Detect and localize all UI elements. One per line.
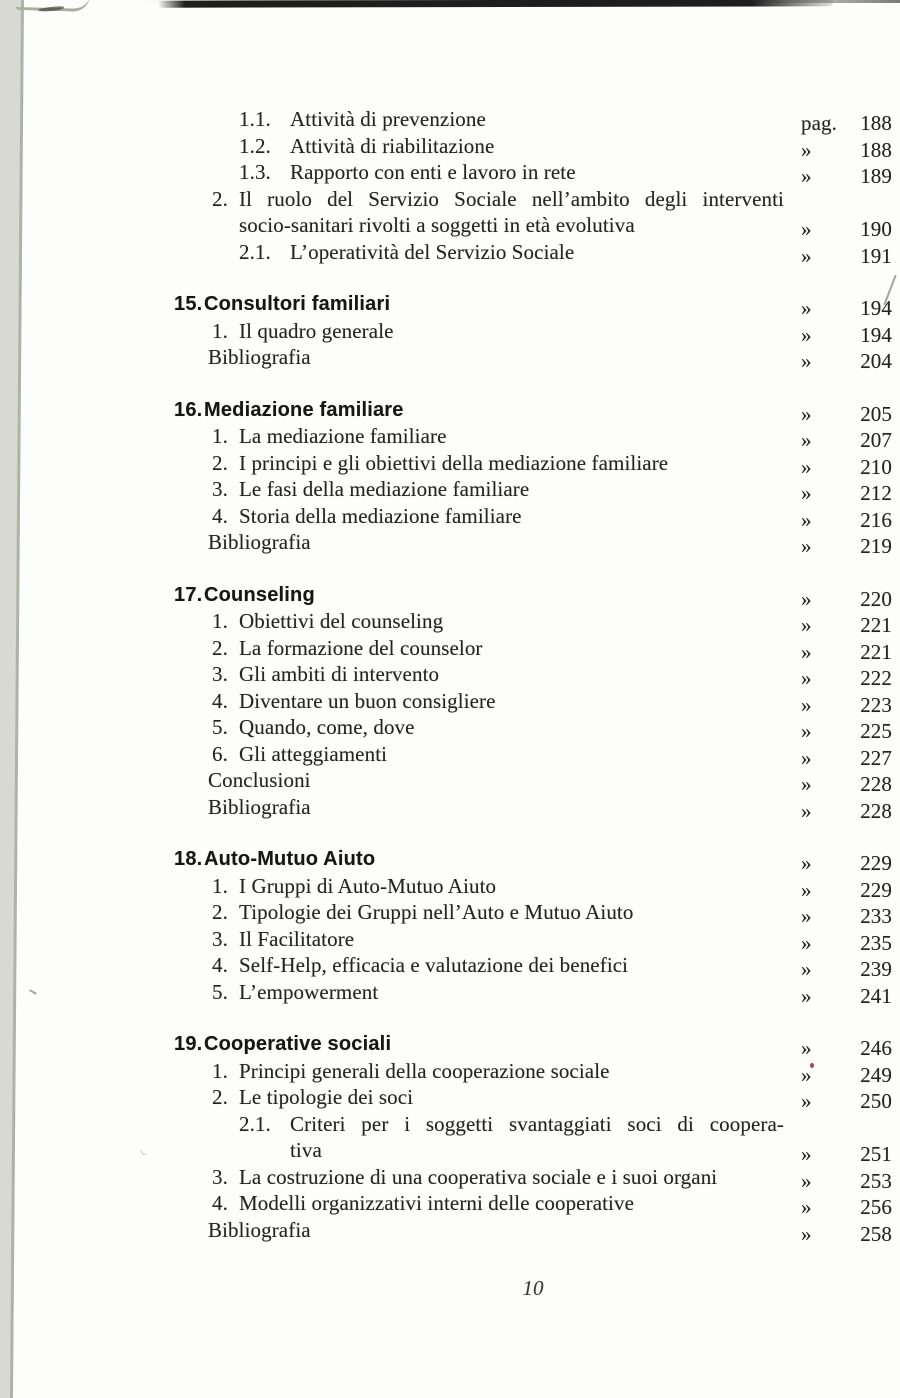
- page-reference: [788, 1035, 892, 1062]
- entry-title-text: Bibliografia: [208, 794, 311, 819]
- page-reference: [788, 137, 892, 164]
- toc-entry: [212, 450, 788, 477]
- entry-title-text: Rapporto con enti e lavoro in rete: [290, 160, 576, 184]
- page-reference: [788, 692, 892, 719]
- page-reference: [788, 850, 892, 877]
- entry-number: 4.: [212, 1191, 228, 1215]
- toc-row: [174, 476, 892, 503]
- entry-title-text: Bibliografia: [208, 1217, 311, 1242]
- entry-title: [239, 873, 784, 900]
- entry-title: [208, 529, 784, 556]
- table-of-contents: [174, 106, 892, 1246]
- page-ref-number: 210: [860, 454, 892, 479]
- toc-entry: [208, 767, 788, 794]
- entry-title-text: Principi generali della cooperazione sociale: [239, 1058, 610, 1083]
- entry-title-line2: tiva: [290, 1138, 322, 1162]
- page-reference: [788, 718, 892, 745]
- entry-title-line1: Il ruolo del Servizio Sociale nell’ambito degli interventi: [239, 186, 784, 211]
- page-reference: [788, 427, 892, 454]
- page-ref-number: 241: [860, 983, 892, 1008]
- page-ref-marker: »: [801, 613, 812, 637]
- page-reference: [788, 533, 892, 560]
- page-reference: [788, 771, 892, 798]
- page-reference: [788, 1194, 892, 1221]
- page-ref-marker: »: [801, 957, 812, 981]
- page-reference: [788, 1062, 892, 1089]
- page-reference: [788, 1141, 892, 1168]
- toc-row: [174, 1217, 892, 1244]
- page-ref-number: 223: [860, 692, 892, 717]
- toc-row: [174, 344, 892, 371]
- page-reference: [788, 163, 892, 190]
- scan-top-dark-bar: [158, 0, 833, 8]
- page-ref-number: 228: [860, 772, 892, 796]
- page-ref-number: 228: [860, 798, 892, 823]
- entry-number: 1.: [212, 873, 228, 898]
- page-reference: [788, 586, 892, 613]
- page-ref-number: 219: [860, 534, 892, 558]
- entry-number: 2.: [212, 186, 228, 211]
- toc-row: [174, 846, 892, 873]
- toc-row: [174, 873, 892, 900]
- entry-title-text: Il quadro generale: [239, 318, 394, 343]
- entry-number: 1.: [212, 318, 228, 343]
- page-reference: [788, 665, 892, 692]
- page-reference: [788, 745, 892, 772]
- toc-entry: [212, 688, 788, 715]
- toc-entry: [174, 1031, 788, 1058]
- entry-title: [208, 794, 784, 821]
- page-reference: [788, 639, 892, 666]
- entry-title: [239, 661, 784, 688]
- entry-number: 15.: [174, 293, 203, 315]
- page-reference: [788, 243, 892, 270]
- toc-entry: [212, 186, 788, 239]
- entry-number: 6.: [212, 741, 228, 766]
- entry-title-text: La costruzione di una cooperativa sociale e i suoi organi: [239, 1164, 718, 1189]
- entry-title-text: Storia della mediazione familiare: [239, 503, 522, 528]
- page-ref-marker: »: [801, 877, 812, 902]
- toc-row: [174, 1164, 892, 1191]
- page-ref-number: 250: [860, 1089, 892, 1113]
- page-reference: [788, 454, 892, 481]
- page-ref-number: 227: [860, 745, 892, 770]
- page-ref-number: 251: [860, 1142, 892, 1166]
- entry-number: 2.: [212, 1085, 228, 1109]
- page-ref-number: 253: [860, 1168, 892, 1193]
- toc-entry: [174, 582, 788, 609]
- entry-number: 4.: [212, 503, 228, 528]
- entry-title-text: La mediazione familiare: [239, 424, 447, 448]
- toc-row: [174, 1058, 892, 1085]
- entry-number: 4.: [212, 953, 228, 977]
- entry-title-text: L’empowerment: [239, 979, 379, 1004]
- entry-title: [208, 344, 784, 371]
- entry-title-text: Il Facilitatore: [239, 926, 355, 951]
- toc-row: [174, 159, 892, 186]
- page-reference: [788, 612, 892, 639]
- entry-title: [239, 979, 784, 1006]
- entry-title-text: I Gruppi di Auto-Mutuo Aiuto: [239, 873, 497, 898]
- page-ref-number: 221: [860, 639, 892, 664]
- toc-entry: [174, 291, 788, 318]
- toc-row: [174, 794, 892, 821]
- scan-speck-left: [29, 989, 37, 995]
- entry-title-text: Conclusioni: [208, 768, 311, 792]
- page-reference: [788, 1221, 892, 1248]
- toc-row: [174, 186, 892, 239]
- page-reference: [788, 401, 892, 428]
- page-reference: [788, 930, 892, 957]
- entry-title-text: Gli ambiti di intervento: [239, 662, 440, 686]
- toc-entry: [208, 1217, 788, 1244]
- toc-row: [174, 926, 892, 953]
- page-ref-marker: »: [801, 322, 812, 347]
- toc-row: [174, 423, 892, 450]
- entry-title-text: Bibliografia: [208, 530, 311, 554]
- toc-row: [174, 582, 892, 609]
- page-ref-number: 204: [860, 349, 892, 373]
- page-ref-marker: »: [801, 745, 812, 770]
- toc-entry: [208, 529, 788, 556]
- toc-entry: [212, 979, 788, 1006]
- entry-number: 1.: [212, 1058, 228, 1083]
- page-ref-number: 256: [860, 1195, 892, 1219]
- toc-row: [174, 952, 892, 979]
- page-ref-marker: »: [801, 1221, 812, 1246]
- entry-title: [239, 503, 784, 530]
- page-ref-marker: »: [801, 798, 812, 823]
- page-ref-marker: »: [801, 1142, 812, 1166]
- toc-entry: [239, 159, 788, 186]
- toc-row: [174, 608, 892, 635]
- entry-number: 2.1.: [239, 1111, 271, 1136]
- page-ref-marker: »: [801, 930, 812, 955]
- page-ref-number: 190: [860, 217, 892, 241]
- entry-title-text: Obiettivi del counseling: [239, 609, 444, 633]
- page-ref-number: 216: [860, 507, 892, 532]
- toc-entry: [212, 1190, 788, 1217]
- entry-title-text: Le fasi della mediazione familiare: [239, 477, 530, 501]
- entry-number: 3.: [212, 1164, 228, 1189]
- entry-title-text: Consultori familiari: [204, 293, 391, 315]
- toc-entry: [212, 899, 788, 926]
- toc-row: [174, 661, 892, 688]
- page-ref-marker: »: [801, 1036, 812, 1060]
- page-ref-marker: »: [801, 1195, 812, 1219]
- page-ref-marker: »: [801, 534, 812, 558]
- page-reference: [788, 798, 892, 825]
- page-reference: [788, 110, 892, 137]
- entry-title-text: I principi e gli obiettivi della mediazione familiare: [239, 450, 669, 475]
- toc-row: [174, 529, 892, 556]
- page-ref-number: 205: [860, 401, 892, 426]
- entry-title-text: Diventare un buon consigliere: [239, 688, 496, 713]
- entry-title: [239, 1084, 784, 1111]
- page-ref-number: 191: [860, 243, 892, 268]
- entry-number: 3.: [212, 662, 228, 686]
- entry-title: [239, 714, 784, 741]
- entry-title-text: Quando, come, dove: [239, 715, 415, 739]
- page-ref-number: 212: [860, 481, 892, 505]
- page-ref-number: 220: [860, 586, 892, 611]
- entry-title: [290, 106, 784, 133]
- page-ref-number: 235: [860, 930, 892, 955]
- page-ref-number: 207: [860, 428, 892, 452]
- toc-row: [174, 397, 892, 424]
- toc-entry: [212, 1084, 788, 1111]
- page-reference: [788, 903, 892, 930]
- entry-title: [239, 899, 784, 926]
- entry-number: 4.: [212, 688, 228, 713]
- page-ref-marker: »: [801, 1089, 812, 1113]
- entry-title: [204, 291, 784, 318]
- entry-title-text: Cooperative sociali: [204, 1033, 392, 1055]
- page-ref-marker: »: [801, 983, 812, 1008]
- toc-row: [174, 450, 892, 477]
- page-ref-marker: »: [801, 719, 812, 743]
- page-ref-number: 225: [860, 719, 892, 743]
- page-ref-marker: »: [801, 692, 812, 717]
- entry-title: [204, 582, 784, 609]
- folio-page-number: 10: [522, 1276, 544, 1300]
- toc-entry: [212, 476, 788, 503]
- toc-row: [174, 291, 892, 318]
- entry-title: [239, 926, 784, 953]
- page-ref-marker: »: [801, 666, 812, 690]
- entry-title-text: Attività di prevenzione: [290, 107, 486, 131]
- toc-entry: [212, 503, 788, 530]
- toc-entry: [212, 635, 788, 662]
- toc-entry: [212, 741, 788, 768]
- page-reference: [788, 1168, 892, 1195]
- entry-number: 5.: [212, 715, 228, 739]
- entry-title: [239, 1058, 784, 1085]
- entry-number: 1.2.: [239, 133, 271, 158]
- toc-entry: [212, 952, 788, 979]
- toc-row: [174, 133, 892, 160]
- toc-entry: [212, 1164, 788, 1191]
- entry-title: [239, 608, 784, 635]
- entry-title: [239, 741, 784, 768]
- entry-title-text: Counseling: [204, 583, 315, 606]
- page-ref-marker: »: [801, 454, 812, 479]
- entry-title-text: Bibliografia: [208, 345, 311, 369]
- entry-title: [239, 1190, 784, 1217]
- page-ref-marker: »: [801, 296, 812, 320]
- entry-title-line2: socio-sanitari rivolti a soggetti in età evolutiva: [239, 213, 635, 237]
- entry-title-text: La formazione del counselor: [239, 635, 483, 660]
- page-ref-marker: »: [801, 217, 812, 241]
- toc-entry: [212, 714, 788, 741]
- toc-row: [174, 714, 892, 741]
- entry-title: [204, 1031, 784, 1058]
- page-ref-marker: »: [801, 137, 812, 162]
- entry-title: [239, 688, 784, 715]
- toc-entry: [212, 926, 788, 953]
- page-ref-marker: »: [801, 586, 812, 611]
- entry-title-text: Self-Help, efficacia e valutazione dei benefici: [239, 953, 629, 977]
- scan-speck-middle: [141, 1149, 147, 1156]
- page-ref-number: 229: [860, 877, 892, 902]
- page-reference: [788, 348, 892, 375]
- entry-number: 19.: [174, 1033, 203, 1055]
- entry-title: [204, 846, 784, 873]
- toc-row: [174, 503, 892, 530]
- toc-entry: [174, 397, 788, 424]
- entry-number: 1.: [212, 424, 228, 448]
- page-ref-marker: »: [801, 164, 812, 188]
- page-ref-number: 188: [860, 137, 892, 162]
- entry-title-text: Tipologie dei Gruppi nell’Auto e Mutuo Aiuto: [239, 900, 634, 924]
- toc-row: [174, 741, 892, 768]
- toc-entry: [239, 239, 788, 266]
- toc-entry: [212, 608, 788, 635]
- page-ref-marker: »: [801, 349, 812, 373]
- toc-row: [174, 979, 892, 1006]
- entry-title: [290, 159, 784, 186]
- toc-row: [174, 899, 892, 926]
- entry-number: 5.: [212, 979, 228, 1004]
- entry-title-line1: Criteri per i soggetti svantaggiati soci di coopera-: [290, 1111, 784, 1136]
- entry-title: [290, 1111, 784, 1164]
- toc-entry: [239, 133, 788, 160]
- page-ref-number: 249: [860, 1062, 892, 1087]
- toc-entry: [208, 794, 788, 821]
- page-ref-number: 229: [860, 851, 892, 875]
- page-ref-number: 188: [860, 111, 892, 135]
- entry-number: 18.: [174, 848, 203, 870]
- entry-number: 17.: [174, 583, 203, 606]
- entry-number: 2.: [212, 635, 228, 660]
- toc-row: [174, 1190, 892, 1217]
- entry-number: 2.1.: [239, 239, 271, 264]
- page-ref-marker: »: [801, 507, 812, 532]
- entry-title: [239, 318, 784, 345]
- entry-title-text: Le tipologie dei soci: [239, 1085, 414, 1109]
- toc-row: [174, 106, 892, 133]
- entry-number: 3.: [212, 926, 228, 951]
- toc-row: [174, 1111, 892, 1164]
- page-ref-marker: »: [801, 1168, 812, 1193]
- entry-number: 3.: [212, 477, 228, 501]
- entry-title: [290, 239, 784, 266]
- entry-title-text: Gli atteggiamenti: [239, 741, 388, 766]
- page-reference: [788, 322, 892, 349]
- page-ref-marker: »: [801, 639, 812, 664]
- page-ref-number: 222: [860, 666, 892, 690]
- page-ref-marker: »: [801, 904, 812, 928]
- page-reference: [788, 1088, 892, 1115]
- entry-title: [290, 133, 784, 160]
- page-ref-number: 221: [860, 613, 892, 637]
- toc-entry: [212, 873, 788, 900]
- entry-title: [239, 450, 784, 477]
- entry-title: [239, 635, 784, 662]
- page-footer: [174, 1276, 892, 1301]
- toc-row: [174, 1084, 892, 1111]
- page-reference: [788, 507, 892, 534]
- entry-title-text: Modelli organizzativi interni delle cooperative: [239, 1191, 635, 1215]
- page-ref-marker: »: [801, 428, 812, 452]
- entry-title: [208, 767, 784, 794]
- toc-entry: [212, 318, 788, 345]
- toc-entry: [174, 846, 788, 873]
- page-ref-marker: »: [801, 772, 812, 796]
- page-ref-number: 194: [860, 322, 892, 347]
- toc-row: [174, 318, 892, 345]
- toc-row: [174, 767, 892, 794]
- toc-entry: [212, 423, 788, 450]
- page-ref-marker: »: [801, 1062, 812, 1087]
- entry-title: [239, 952, 784, 979]
- entry-number: 16.: [174, 398, 203, 421]
- page-ref-number: 246: [860, 1036, 892, 1060]
- page-ref-number: 258: [860, 1221, 892, 1246]
- entry-number: 2.: [212, 900, 228, 924]
- page-ref-number: 189: [860, 164, 892, 188]
- page-ref-marker: »: [801, 481, 812, 505]
- page-ref-number: 233: [860, 904, 892, 928]
- entry-title-text: L’operatività del Servizio Sociale: [290, 239, 575, 264]
- entry-number: 1.1.: [239, 107, 271, 131]
- page-ref-marker: »: [801, 851, 812, 875]
- page-reference: [788, 216, 892, 243]
- entry-title-text: Attività di riabilitazione: [290, 133, 495, 158]
- entry-number: 1.: [212, 609, 228, 633]
- page-ref-marker: »: [801, 401, 812, 426]
- entry-title-text: Mediazione familiare: [204, 398, 404, 421]
- entry-title-text: Auto-Mutuo Aiuto: [204, 848, 376, 870]
- toc-row: [174, 239, 892, 266]
- toc-entry: [212, 1058, 788, 1085]
- toc-entry: [239, 1111, 788, 1164]
- entry-number: 1.3.: [239, 160, 271, 184]
- page-ref-marker: pag.: [801, 111, 837, 135]
- page-reference: [788, 877, 892, 904]
- toc-row: [174, 1031, 892, 1058]
- page-reference: [788, 480, 892, 507]
- page-reference: [788, 983, 892, 1010]
- toc-row: [174, 688, 892, 715]
- entry-title: [239, 423, 784, 450]
- page-reference: [788, 295, 892, 322]
- entry-title: [204, 397, 784, 424]
- entry-title: [239, 476, 784, 503]
- toc-entry: [212, 661, 788, 688]
- toc-entry: [239, 106, 788, 133]
- page-ref-marker: »: [801, 243, 812, 268]
- toc-row: [174, 635, 892, 662]
- page-ref-number: 239: [860, 957, 892, 981]
- entry-title: [208, 1217, 784, 1244]
- entry-title: [239, 1164, 784, 1191]
- page-ref-number: 194: [860, 296, 892, 320]
- page-reference: [788, 956, 892, 983]
- entry-title: [239, 186, 784, 239]
- toc-entry: [208, 344, 788, 371]
- entry-number: 2.: [212, 450, 228, 475]
